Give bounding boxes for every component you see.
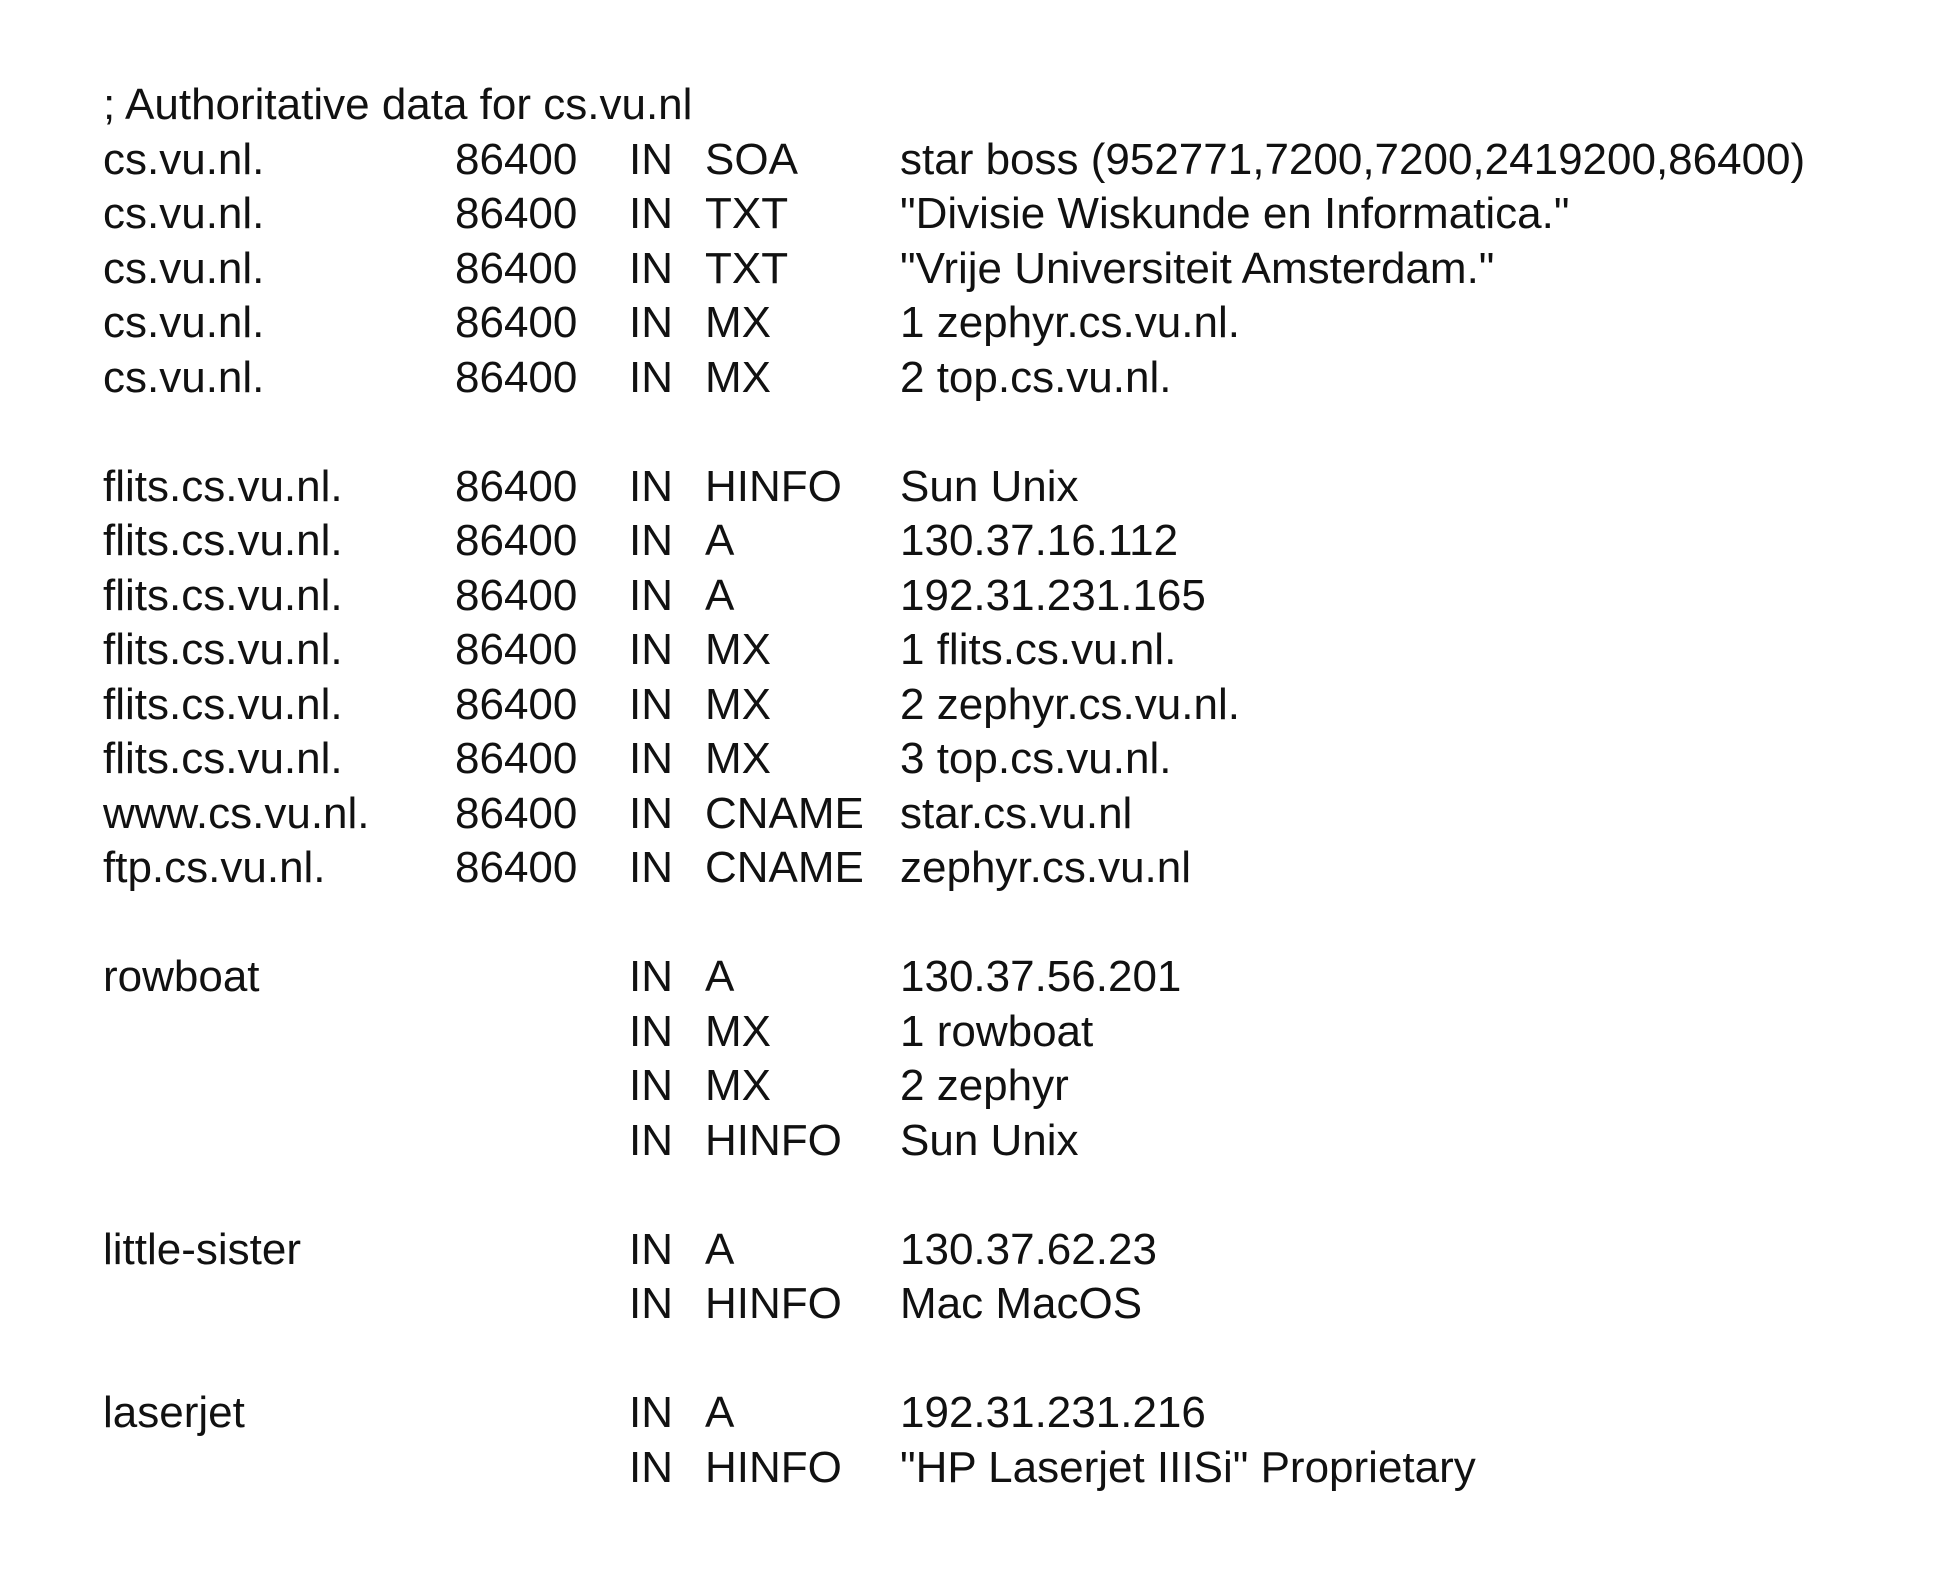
record-value: 2 zephyr.cs.vu.nl. xyxy=(900,679,1240,729)
record-value: star.cs.vu.nl xyxy=(900,788,1133,838)
record-class: IN xyxy=(629,788,673,838)
record-class: IN xyxy=(629,1388,673,1437)
resource-record-row xyxy=(103,1059,1923,1114)
resource-record-row xyxy=(103,569,1923,624)
record-value: 130.37.56.201 xyxy=(900,952,1182,1001)
record-name: cs.vu.nl. xyxy=(103,243,265,293)
record-value: 1 rowboat xyxy=(900,1006,1094,1056)
record-name: www.cs.vu.nl. xyxy=(103,788,370,838)
record-value: Mac MacOS xyxy=(900,1279,1143,1328)
record-name: flits.cs.vu.nl. xyxy=(103,516,343,565)
record-ttl: 86400 xyxy=(455,788,578,838)
record-name: flits.cs.vu.nl. xyxy=(103,461,343,511)
record-ttl: 86400 xyxy=(455,298,578,347)
record-ttl: 86400 xyxy=(455,570,578,620)
resource-record-row xyxy=(103,732,1923,787)
record-value: "HP Laserjet IIISi" Proprietary xyxy=(900,1442,1476,1492)
record-name: little-sister xyxy=(103,1224,302,1274)
record-class: IN xyxy=(629,1442,673,1492)
record-class: IN xyxy=(629,570,673,620)
resource-record-row xyxy=(103,1114,1923,1169)
record-class: IN xyxy=(629,679,673,729)
record-type: A xyxy=(705,952,735,1001)
record-value: Sun Unix xyxy=(900,1115,1079,1165)
resource-record-row xyxy=(103,187,1923,242)
group-spacer xyxy=(103,896,1923,951)
record-class: IN xyxy=(629,625,673,674)
record-type: HINFO xyxy=(705,1115,842,1165)
record-ttl: 86400 xyxy=(455,134,578,184)
record-value: 130.37.62.23 xyxy=(900,1224,1157,1274)
resource-record-row xyxy=(103,514,1923,569)
record-class: IN xyxy=(629,1224,673,1274)
record-type: MX xyxy=(705,1061,771,1110)
resource-record-row xyxy=(103,133,1923,188)
record-value: star boss (952771,7200,7200,2419200,86400) xyxy=(900,134,1806,184)
record-value: 1 zephyr.cs.vu.nl. xyxy=(900,298,1240,347)
record-value: "Divisie Wiskunde en Informatica." xyxy=(900,189,1570,238)
record-class: IN xyxy=(629,843,673,892)
record-type: MX xyxy=(705,1006,771,1056)
record-ttl: 86400 xyxy=(455,679,578,729)
record-type: CNAME xyxy=(705,843,864,892)
record-class: IN xyxy=(629,298,673,347)
resource-record-row xyxy=(103,1005,1923,1060)
record-ttl: 86400 xyxy=(455,625,578,674)
record-type: A xyxy=(705,1224,735,1274)
record-name: cs.vu.nl. xyxy=(103,134,265,184)
dns-zone-file xyxy=(103,78,1923,1495)
record-list xyxy=(103,133,1923,1496)
group-spacer xyxy=(103,1168,1923,1223)
zone-comment: ; Authoritative data for cs.vu.nl xyxy=(103,80,693,129)
record-group xyxy=(103,950,1923,1168)
record-value: 130.37.16.112 xyxy=(900,516,1179,565)
record-ttl: 86400 xyxy=(455,516,578,565)
record-name: flits.cs.vu.nl. xyxy=(103,734,343,783)
record-name: cs.vu.nl. xyxy=(103,189,265,238)
resource-record-row xyxy=(103,1223,1923,1278)
record-type: HINFO xyxy=(705,461,842,511)
record-class: IN xyxy=(629,1115,673,1165)
record-value: 192.31.231.216 xyxy=(900,1388,1206,1437)
record-type: MX xyxy=(705,352,771,402)
record-type: MX xyxy=(705,679,771,729)
record-class: IN xyxy=(629,734,673,783)
record-group xyxy=(103,460,1923,896)
resource-record-row xyxy=(103,242,1923,297)
record-type: HINFO xyxy=(705,1442,842,1492)
record-type: A xyxy=(705,570,735,620)
resource-record-row xyxy=(103,678,1923,733)
record-ttl: 86400 xyxy=(455,461,578,511)
record-group xyxy=(103,1386,1923,1495)
resource-record-row xyxy=(103,623,1923,678)
record-value: 2 zephyr xyxy=(900,1061,1069,1110)
record-ttl: 86400 xyxy=(455,189,578,238)
record-ttl: 86400 xyxy=(455,352,578,402)
record-value: 3 top.cs.vu.nl. xyxy=(900,734,1172,783)
resource-record-row xyxy=(103,1386,1923,1441)
record-value: Sun Unix xyxy=(900,461,1079,511)
record-name: flits.cs.vu.nl. xyxy=(103,570,343,620)
record-name: flits.cs.vu.nl. xyxy=(103,679,343,729)
record-value: zephyr.cs.vu.nl xyxy=(900,843,1192,892)
record-value: "Vrije Universiteit Amsterdam." xyxy=(900,243,1495,293)
group-spacer xyxy=(103,1332,1923,1387)
record-type: MX xyxy=(705,734,771,783)
record-ttl: 86400 xyxy=(455,734,578,783)
record-type: MX xyxy=(705,625,771,674)
record-type: TXT xyxy=(705,189,789,238)
record-ttl: 86400 xyxy=(455,843,578,892)
record-name: flits.cs.vu.nl. xyxy=(103,625,343,674)
resource-record-row xyxy=(103,460,1923,515)
record-type: MX xyxy=(705,298,771,347)
resource-record-row xyxy=(103,296,1923,351)
resource-record-row xyxy=(103,351,1923,406)
record-value: 1 flits.cs.vu.nl. xyxy=(900,625,1177,674)
record-type: HINFO xyxy=(705,1279,842,1328)
record-class: IN xyxy=(629,461,673,511)
resource-record-row xyxy=(103,950,1923,1005)
record-type: TXT xyxy=(705,243,789,293)
record-value: 2 top.cs.vu.nl. xyxy=(900,352,1172,402)
record-group xyxy=(103,1223,1923,1332)
record-name: ftp.cs.vu.nl. xyxy=(103,843,326,892)
record-class: IN xyxy=(629,516,673,565)
record-class: IN xyxy=(629,1006,673,1056)
record-name: laserjet xyxy=(103,1388,245,1437)
record-type: A xyxy=(705,1388,735,1437)
group-spacer xyxy=(103,405,1923,460)
record-class: IN xyxy=(629,952,673,1001)
resource-record-row xyxy=(103,1441,1923,1496)
record-class: IN xyxy=(629,243,673,293)
resource-record-row xyxy=(103,841,1923,896)
resource-record-row xyxy=(103,1277,1923,1332)
record-type: A xyxy=(705,516,735,565)
record-class: IN xyxy=(629,1061,673,1110)
record-ttl: 86400 xyxy=(455,243,578,293)
record-value: 192.31.231.165 xyxy=(900,570,1206,620)
record-name: cs.vu.nl. xyxy=(103,352,265,402)
record-class: IN xyxy=(629,134,673,184)
record-name: cs.vu.nl. xyxy=(103,298,265,347)
record-group xyxy=(103,133,1923,406)
resource-record-row xyxy=(103,787,1923,842)
record-class: IN xyxy=(629,189,673,238)
record-type: SOA xyxy=(705,134,798,184)
record-name: rowboat xyxy=(103,952,260,1001)
record-class: IN xyxy=(629,352,673,402)
record-class: IN xyxy=(629,1279,673,1328)
record-type: CNAME xyxy=(705,788,864,838)
